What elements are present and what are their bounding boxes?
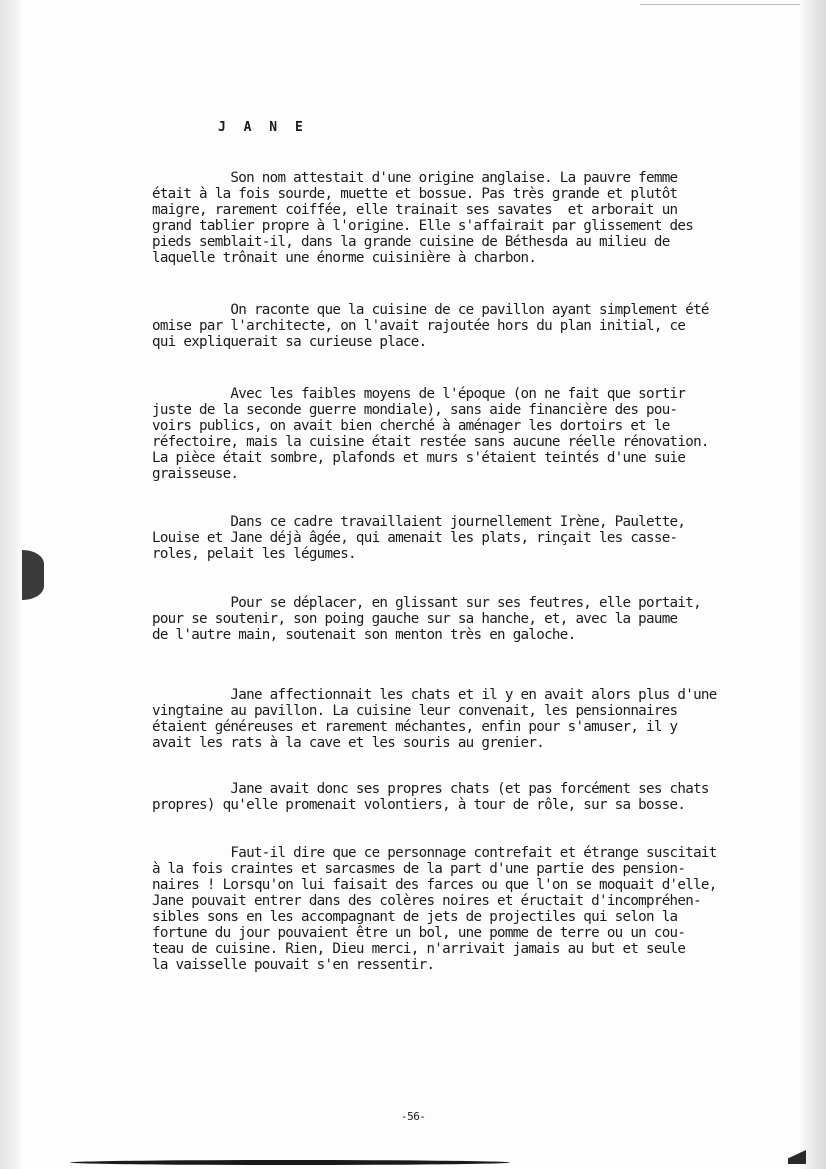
paragraph-5: Pour se déplacer, en glissant sur ses feutres, elle portait, pour se soutenir, son poing gauche sur sa hanche, et, avec la paume de l'autre main, soutenait son menton très en galoche. [152, 595, 701, 643]
binder-hole-mark [22, 550, 44, 600]
paragraph-7: Jane avait donc ses propres chats (et pas forcément ses chats propres) qu'elle promenait volontiers, à tour de rôle, sur sa bosse. [152, 781, 709, 813]
scan-left-margin [0, 0, 22, 1169]
chapter-title: J A N E [218, 120, 308, 135]
paragraph-4: Dans ce cadre travaillaient journellement Irène, Paulette, Louise et Jane déjà âgée, qui amenait les plats, rinçait les casse- roles, pelait les légumes. [152, 514, 686, 562]
paragraph-2: On raconte que la cuisine de ce pavillon ayant simplement été omise par l'architecte, on l'avait rajoutée hors du plan initial, ce qui expliquerait sa curieuse place. [152, 302, 709, 350]
paragraph-8: Faut-il dire que ce personnage contrefait et étrange suscitait à la fois craintes et sarcasmes de la part d'une partie des pension- naires ! Lorsqu'on lui faisait des farces ou que l'on se moquait d'elle, Jane pouvait entrer dans des colères noires et éructait d'incompréhen- sibles sons en les accompagnant de jets de projectiles qui selon la fortune du jour pouvaient être un bol, une pomme de terre ou un cou- teau de cuisine. Rien, Dieu merci, n'arrivait jamais au but et seule la vaisselle pouvait s'en ressentir. [152, 845, 717, 973]
scan-top-edge-line [640, 4, 800, 5]
paragraph-6: Jane affectionnait les chats et il y en avait alors plus d'une vingtaine au pavillon. La cuisine leur convenait, les pensionnaires étaient généreuses et rarement méchantes, enfin pour s'amuser, il y avait les rats à la cave et les souris au grenier. [152, 687, 717, 751]
paragraph-3: Avec les faibles moyens de l'époque (on ne fait que sortir juste de la seconde guerre mondiale), sans aide financière des pou- voirs publics, on avait bien cherché à aménager les dortoirs et le réfectoire, mais la cuisine était restée sans aucune réelle rénovation. La pièce était sombre, plafonds et murs s'étaient teintés d'une suie graisseuse. [152, 386, 709, 482]
scan-bottom-corner-mark [788, 1150, 806, 1164]
scan-right-margin [800, 0, 826, 1169]
scan-bottom-edge-shadow [70, 1160, 510, 1165]
page-number: -56- [401, 1110, 426, 1123]
paragraph-1: Son nom attestait d'une origine anglaise. La pauvre femme était à la fois sourde, muette et bossue. Pas très grande et plutôt maigre, rarement coiffée, elle trainait ses savates et arborait un grand tablier propre à l'origine. Elle s'affairait par glissement des pieds semblait-il, dans la grande cuisine de Béthesda au milieu de laquelle trônait une énorme cuisinière à charbon. [152, 170, 694, 266]
